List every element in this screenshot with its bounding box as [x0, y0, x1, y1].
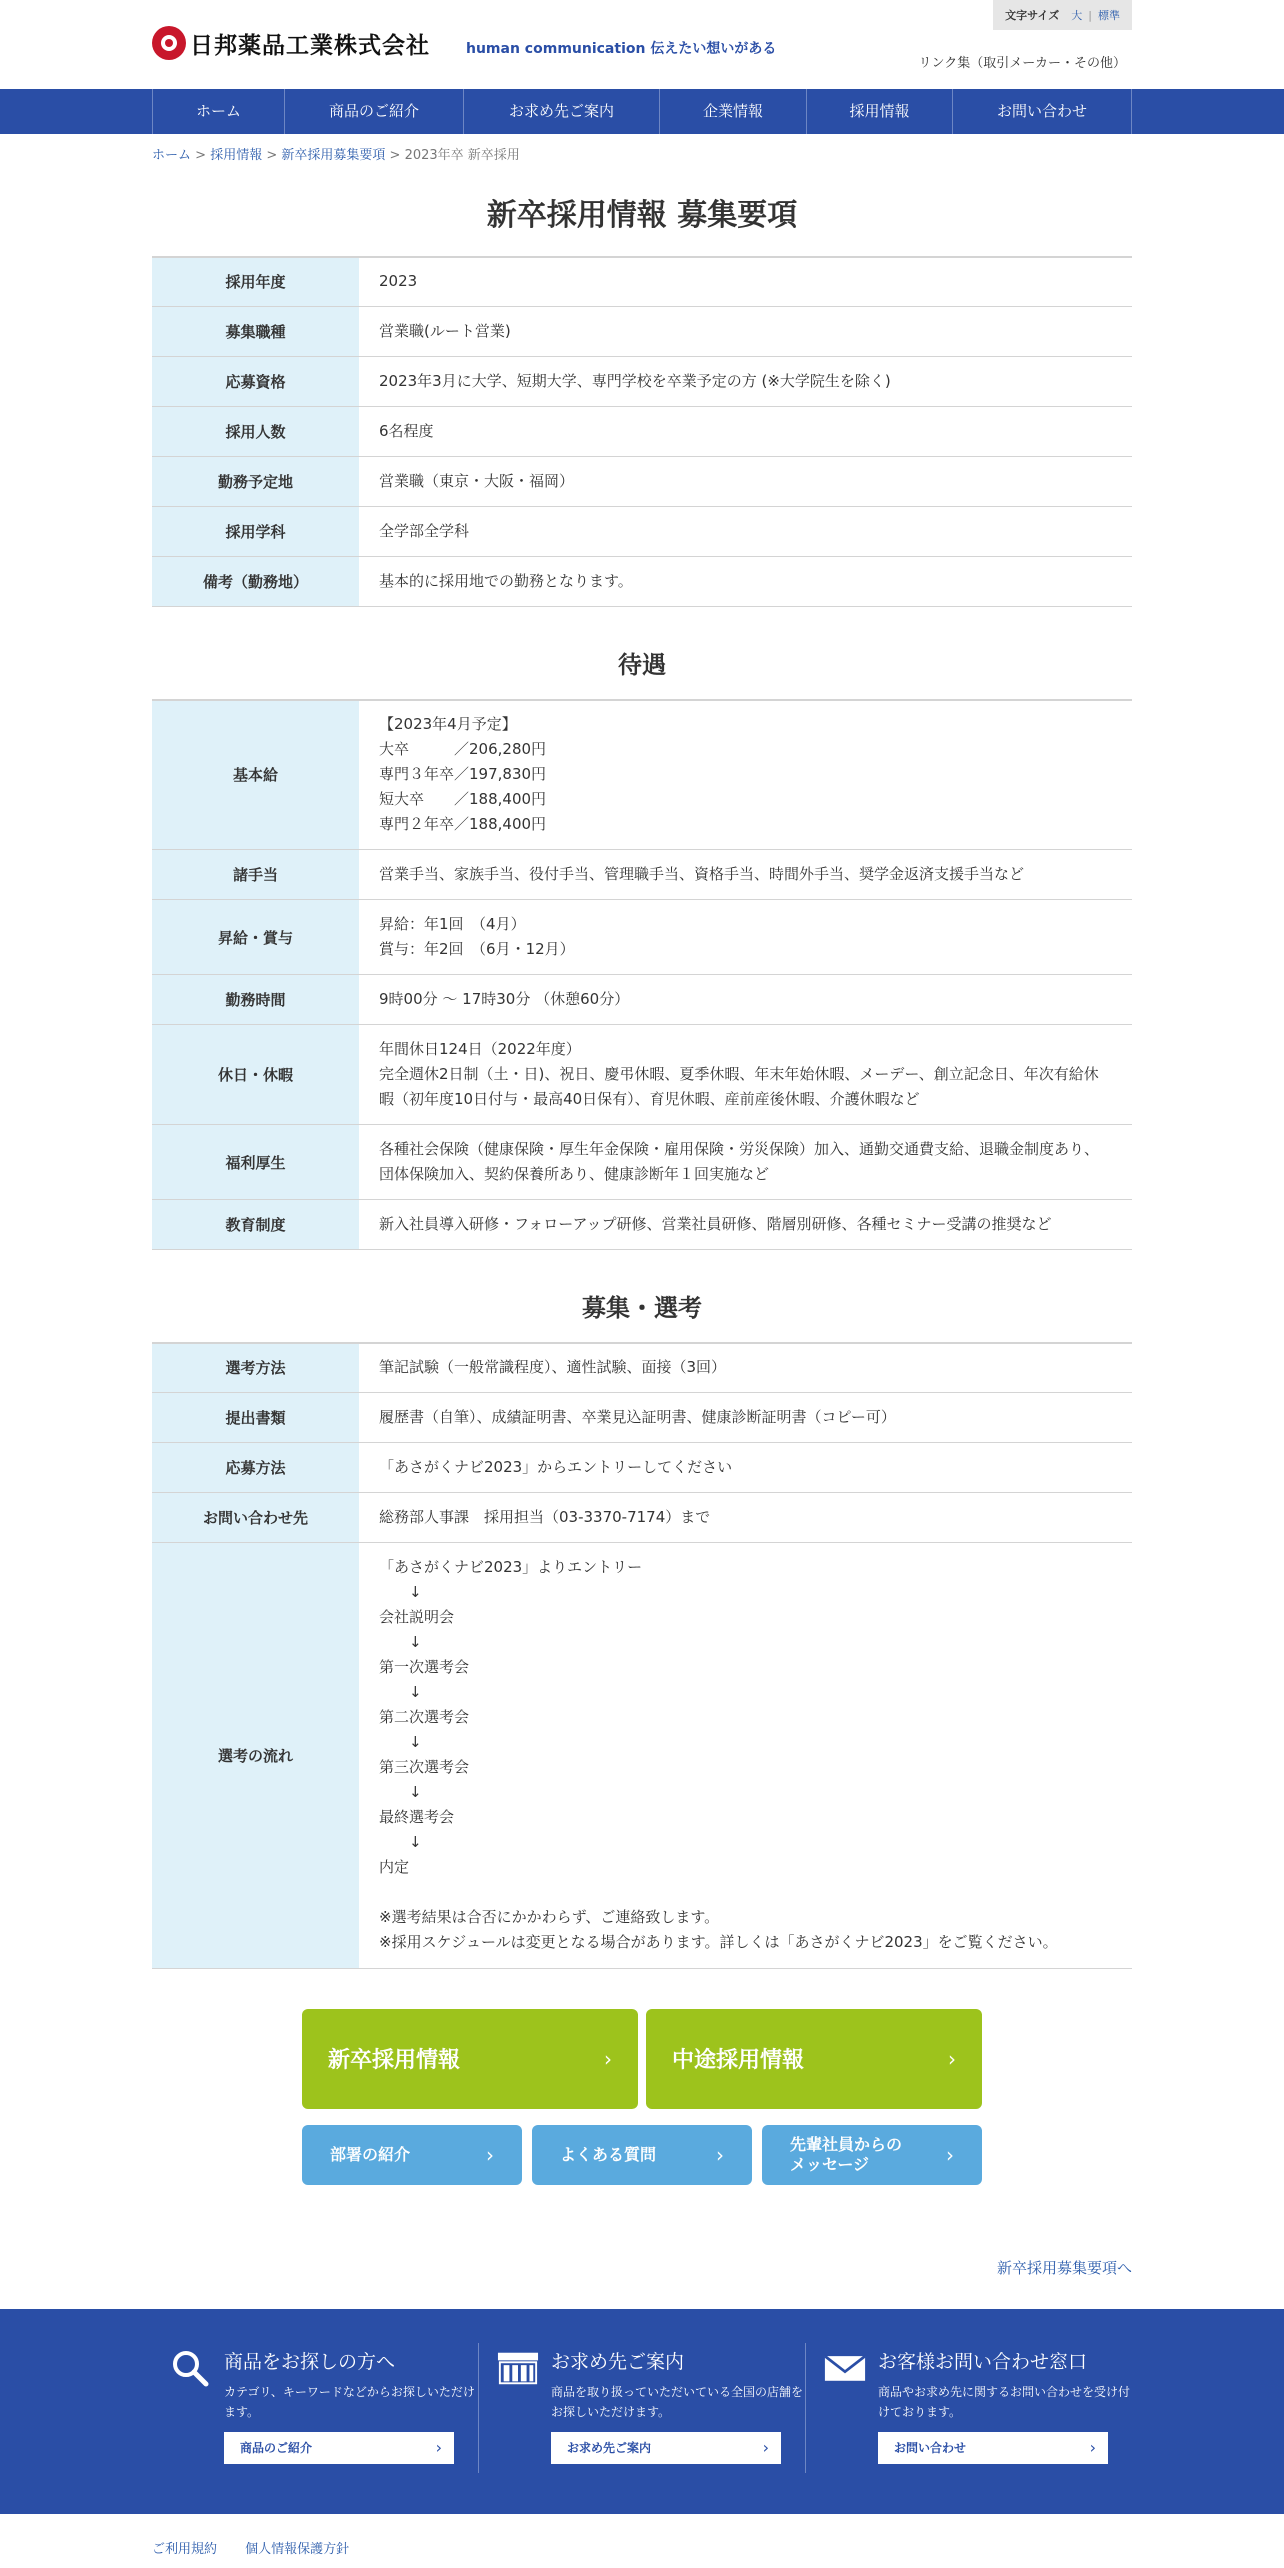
- table-row: [152, 556, 1132, 606]
- row-value: 「あさがくナビ2023」よりエントリー ↓ 会社説明会 ↓ 第一次選考会 ↓ 第二次選考会 ↓ 第三次選考会 ↓ 最終選考会 ↓ 内定 ※選考結果は合否にかかわらず、ご連絡致します。 ※採用スケジュールは変更となる場合があります。詳しくは「あさがくナビ2023」をご覧ください。: [359, 1542, 1132, 1968]
- row-value: 営業職(ルート営業): [359, 306, 1132, 356]
- button-label: 中途採用情報: [672, 2048, 805, 2073]
- new-grad-recruit-button[interactable]: [302, 2009, 638, 2109]
- button-label: 新卒採用情報: [328, 2048, 461, 2073]
- recruit-requirements-link[interactable]: 新卒採用募集要項へ: [996, 2258, 1132, 2277]
- products-button[interactable]: [224, 2432, 454, 2464]
- row-label: 応募方法: [152, 1442, 359, 1492]
- row-value: 2023: [359, 257, 1132, 306]
- table-row: [152, 1542, 1132, 1968]
- table-row: [152, 1200, 1132, 1250]
- footer-col-title: お客様お問い合わせ窓口: [878, 2350, 1088, 2373]
- privacy-link[interactable]: 個人情報保護方針: [245, 2541, 350, 2557]
- button-label: よくある質問: [560, 2144, 657, 2164]
- selection-table: [152, 1342, 1132, 1969]
- breadcrumb: [152, 134, 1132, 174]
- button-label: 部署の紹介: [330, 2144, 411, 2164]
- row-value: 全学部全学科: [359, 506, 1132, 556]
- button-label: 先輩社員からの メッセージ: [790, 2134, 903, 2174]
- row-label: お問い合わせ先: [152, 1492, 359, 1542]
- requirements-table: [152, 256, 1132, 607]
- nav-item-home[interactable]: ホーム: [153, 89, 285, 134]
- search-icon: [170, 2349, 212, 2387]
- row-value: 【2023年4月予定】 大卒 ／206,280円 専門３年卒／197,830円 短大卒 ／188,400円 専門２年卒／188,400円: [359, 700, 1132, 850]
- breadcrumb-recruit[interactable]: 採用情報: [210, 148, 263, 163]
- button-label: お求め先ご案内: [567, 2441, 652, 2455]
- row-label: 教育制度: [152, 1200, 359, 1250]
- row-label: 採用人数: [152, 406, 359, 456]
- row-label: 昇給・賞与: [152, 900, 359, 975]
- table-row: [152, 1392, 1132, 1442]
- nav-item-recruit[interactable]: 採用情報: [807, 89, 953, 134]
- table-row: [152, 1025, 1132, 1125]
- font-size-normal-link[interactable]: 標準: [1098, 9, 1120, 22]
- breadcrumb-separator: >: [385, 148, 405, 163]
- font-size-label: 文字サイズ: [1005, 9, 1060, 22]
- mail-icon: [824, 2349, 866, 2387]
- button-label: 商品のご紹介: [240, 2441, 313, 2455]
- chevron-right-icon: ›: [486, 2142, 494, 2167]
- chevron-right-icon: ›: [946, 2142, 954, 2167]
- contact-button[interactable]: [878, 2432, 1108, 2464]
- row-label: 勤務時間: [152, 975, 359, 1025]
- breadcrumb-separator: >: [262, 148, 282, 163]
- font-size-large-link[interactable]: 大: [1071, 9, 1083, 22]
- row-label: 選考の流れ: [152, 1542, 359, 1968]
- footer-col-title: 商品をお探しの方へ: [224, 2350, 396, 2373]
- row-label: 福利厚生: [152, 1125, 359, 1200]
- row-label: 諸手当: [152, 850, 359, 900]
- row-label: 休日・休暇: [152, 1025, 359, 1125]
- chevron-right-icon: ›: [604, 2046, 612, 2071]
- selection-heading: 募集・選考: [582, 1294, 702, 1322]
- mid-career-recruit-button[interactable]: [646, 2009, 982, 2109]
- row-label: 募集職種: [152, 306, 359, 356]
- breadcrumb-home[interactable]: ホーム: [152, 148, 192, 163]
- page-title: 新卒採用情報 募集要項: [486, 198, 798, 233]
- table-row: [152, 306, 1132, 356]
- row-value: 昇給：年1回 （4月） 賞与：年2回 （6月・12月）: [359, 900, 1132, 975]
- footer-col-contact: [805, 2343, 1132, 2473]
- footer-col-stores: [478, 2343, 805, 2473]
- nav-item-products[interactable]: 商品のご紹介: [285, 89, 464, 134]
- footer-guide: [0, 2309, 1284, 2514]
- font-size-separator: |: [1088, 8, 1092, 22]
- company-logo[interactable]: [152, 26, 430, 60]
- site-header: [152, 0, 1132, 89]
- font-size-switcher: [993, 0, 1132, 30]
- row-label: 勤務予定地: [152, 456, 359, 506]
- recruit-requirements-link-row: [152, 2257, 1132, 2297]
- chevron-right-icon: ›: [1089, 2438, 1096, 2457]
- tagline: human communication 伝えたい想いがある: [466, 41, 777, 57]
- row-value: 6名程度: [359, 406, 1132, 456]
- breadcrumb-current: 2023年卒 新卒採用: [404, 148, 520, 163]
- nav-item-contact[interactable]: お問い合わせ: [953, 89, 1132, 134]
- chevron-right-icon: ›: [948, 2046, 956, 2071]
- global-nav: [0, 89, 1284, 134]
- row-value: 2023年3月に大学、短期大学、専門学校を卒業予定の方 (※大学院生を除く): [359, 356, 1132, 406]
- treatment-table: [152, 699, 1132, 1251]
- row-value: 筆記試験（一般常識程度）、適性試験、面接（3回）: [359, 1343, 1132, 1392]
- row-label: 選考方法: [152, 1343, 359, 1392]
- row-value: 各種社会保険（健康保険・厚生年金保険・雇用保険・労災保険）加入、通勤交通費支給、退職金制度あり、団体保険加入、契約保養所あり、健康診断年１回実施など: [359, 1125, 1132, 1200]
- store-icon: [497, 2349, 539, 2387]
- button-label: お問い合わせ: [894, 2441, 967, 2455]
- row-value: 営業手当、家族手当、役付手当、管理職手当、資格手当、時間外手当、奨学金返済支援手当など: [359, 850, 1132, 900]
- table-row: [152, 1125, 1132, 1200]
- table-row: [152, 1492, 1132, 1542]
- footer-col-title: お求め先ご案内: [551, 2350, 685, 2373]
- stores-button[interactable]: [551, 2432, 781, 2464]
- chevron-right-icon: ›: [716, 2142, 724, 2167]
- table-row: [152, 257, 1132, 306]
- table-row: [152, 456, 1132, 506]
- row-label: 備考（勤務地）: [152, 556, 359, 606]
- table-row: [152, 406, 1132, 456]
- main-content: [152, 190, 1132, 2297]
- row-value: 9時00分 ～ 17時30分 （休憩60分）: [359, 975, 1132, 1025]
- row-value: 「あさがくナビ2023」からエントリーしてください: [359, 1442, 1132, 1492]
- row-value: 営業職（東京・大阪・福岡）: [359, 456, 1132, 506]
- chevron-right-icon: ›: [762, 2438, 769, 2457]
- row-value: 総務部人事課 採用担当（03-3370-7174）まで: [359, 1492, 1132, 1542]
- employee-messages-button[interactable]: [762, 2125, 982, 2185]
- nav-item-company[interactable]: 企業情報: [660, 89, 807, 134]
- treatment-heading: 待遇: [618, 650, 666, 679]
- row-label: 応募資格: [152, 356, 359, 406]
- row-label: 採用年度: [152, 257, 359, 306]
- company-emblem-icon: [152, 26, 186, 60]
- footer-col-text: 商品を取り扱っていただいている全国の店舗をお探しいただけます。: [551, 2384, 804, 2419]
- terms-link[interactable]: ご利用規約: [152, 2541, 218, 2557]
- table-row: [152, 1343, 1132, 1392]
- footer-col-text: 商品やお求め先に関するお問い合わせを受け付けております。: [878, 2384, 1131, 2419]
- footer-links: [152, 2514, 1132, 2557]
- row-value: 履歴書（自筆）、成績証明書、卒業見込証明書、健康診断証明書（コピー可）: [359, 1392, 1132, 1442]
- table-row: [152, 356, 1132, 406]
- row-label: 基本給: [152, 700, 359, 850]
- row-value: 年間休日124日（2022年度） 完全週休2日制（土・日)、祝日、慶弔休暇、夏季休暇、年末年始休暇、メーデー、創立記念日、年次有給休暇（初年度10日付与・最高40日保有）、育児休暇、産前産後休暇、介護休暇など: [359, 1025, 1132, 1125]
- breadcrumb-separator: >: [191, 148, 211, 163]
- recruit-buttons: [302, 2009, 982, 2185]
- table-row: [152, 1442, 1132, 1492]
- table-row: [152, 850, 1132, 900]
- footer-col-text: カテゴリ、キーワードなどからお探しいただけます。: [224, 2384, 475, 2419]
- chevron-right-icon: ›: [435, 2438, 442, 2457]
- company-name: 日邦薬品工業株式会社: [190, 32, 430, 59]
- links-page-link[interactable]: リンク集（取引メーカー・その他）: [918, 56, 1126, 71]
- faq-button[interactable]: [532, 2125, 752, 2185]
- table-row: [152, 506, 1132, 556]
- table-row: [152, 900, 1132, 975]
- row-label: 提出書類: [152, 1392, 359, 1442]
- nav-item-stores[interactable]: お求め先ご案内: [464, 89, 660, 134]
- departments-button[interactable]: [302, 2125, 522, 2185]
- table-row: [152, 975, 1132, 1025]
- breadcrumb-requirements[interactable]: 新卒採用募集要項: [281, 148, 386, 163]
- footer-col-products: [152, 2343, 478, 2473]
- table-row: [152, 700, 1132, 850]
- row-label: 採用学科: [152, 506, 359, 556]
- row-value: 基本的に採用地での勤務となります。: [359, 556, 1132, 606]
- row-value: 新入社員導入研修・フォローアップ研修、営業社員研修、階層別研修、各種セミナー受講の推奨など: [359, 1200, 1132, 1250]
